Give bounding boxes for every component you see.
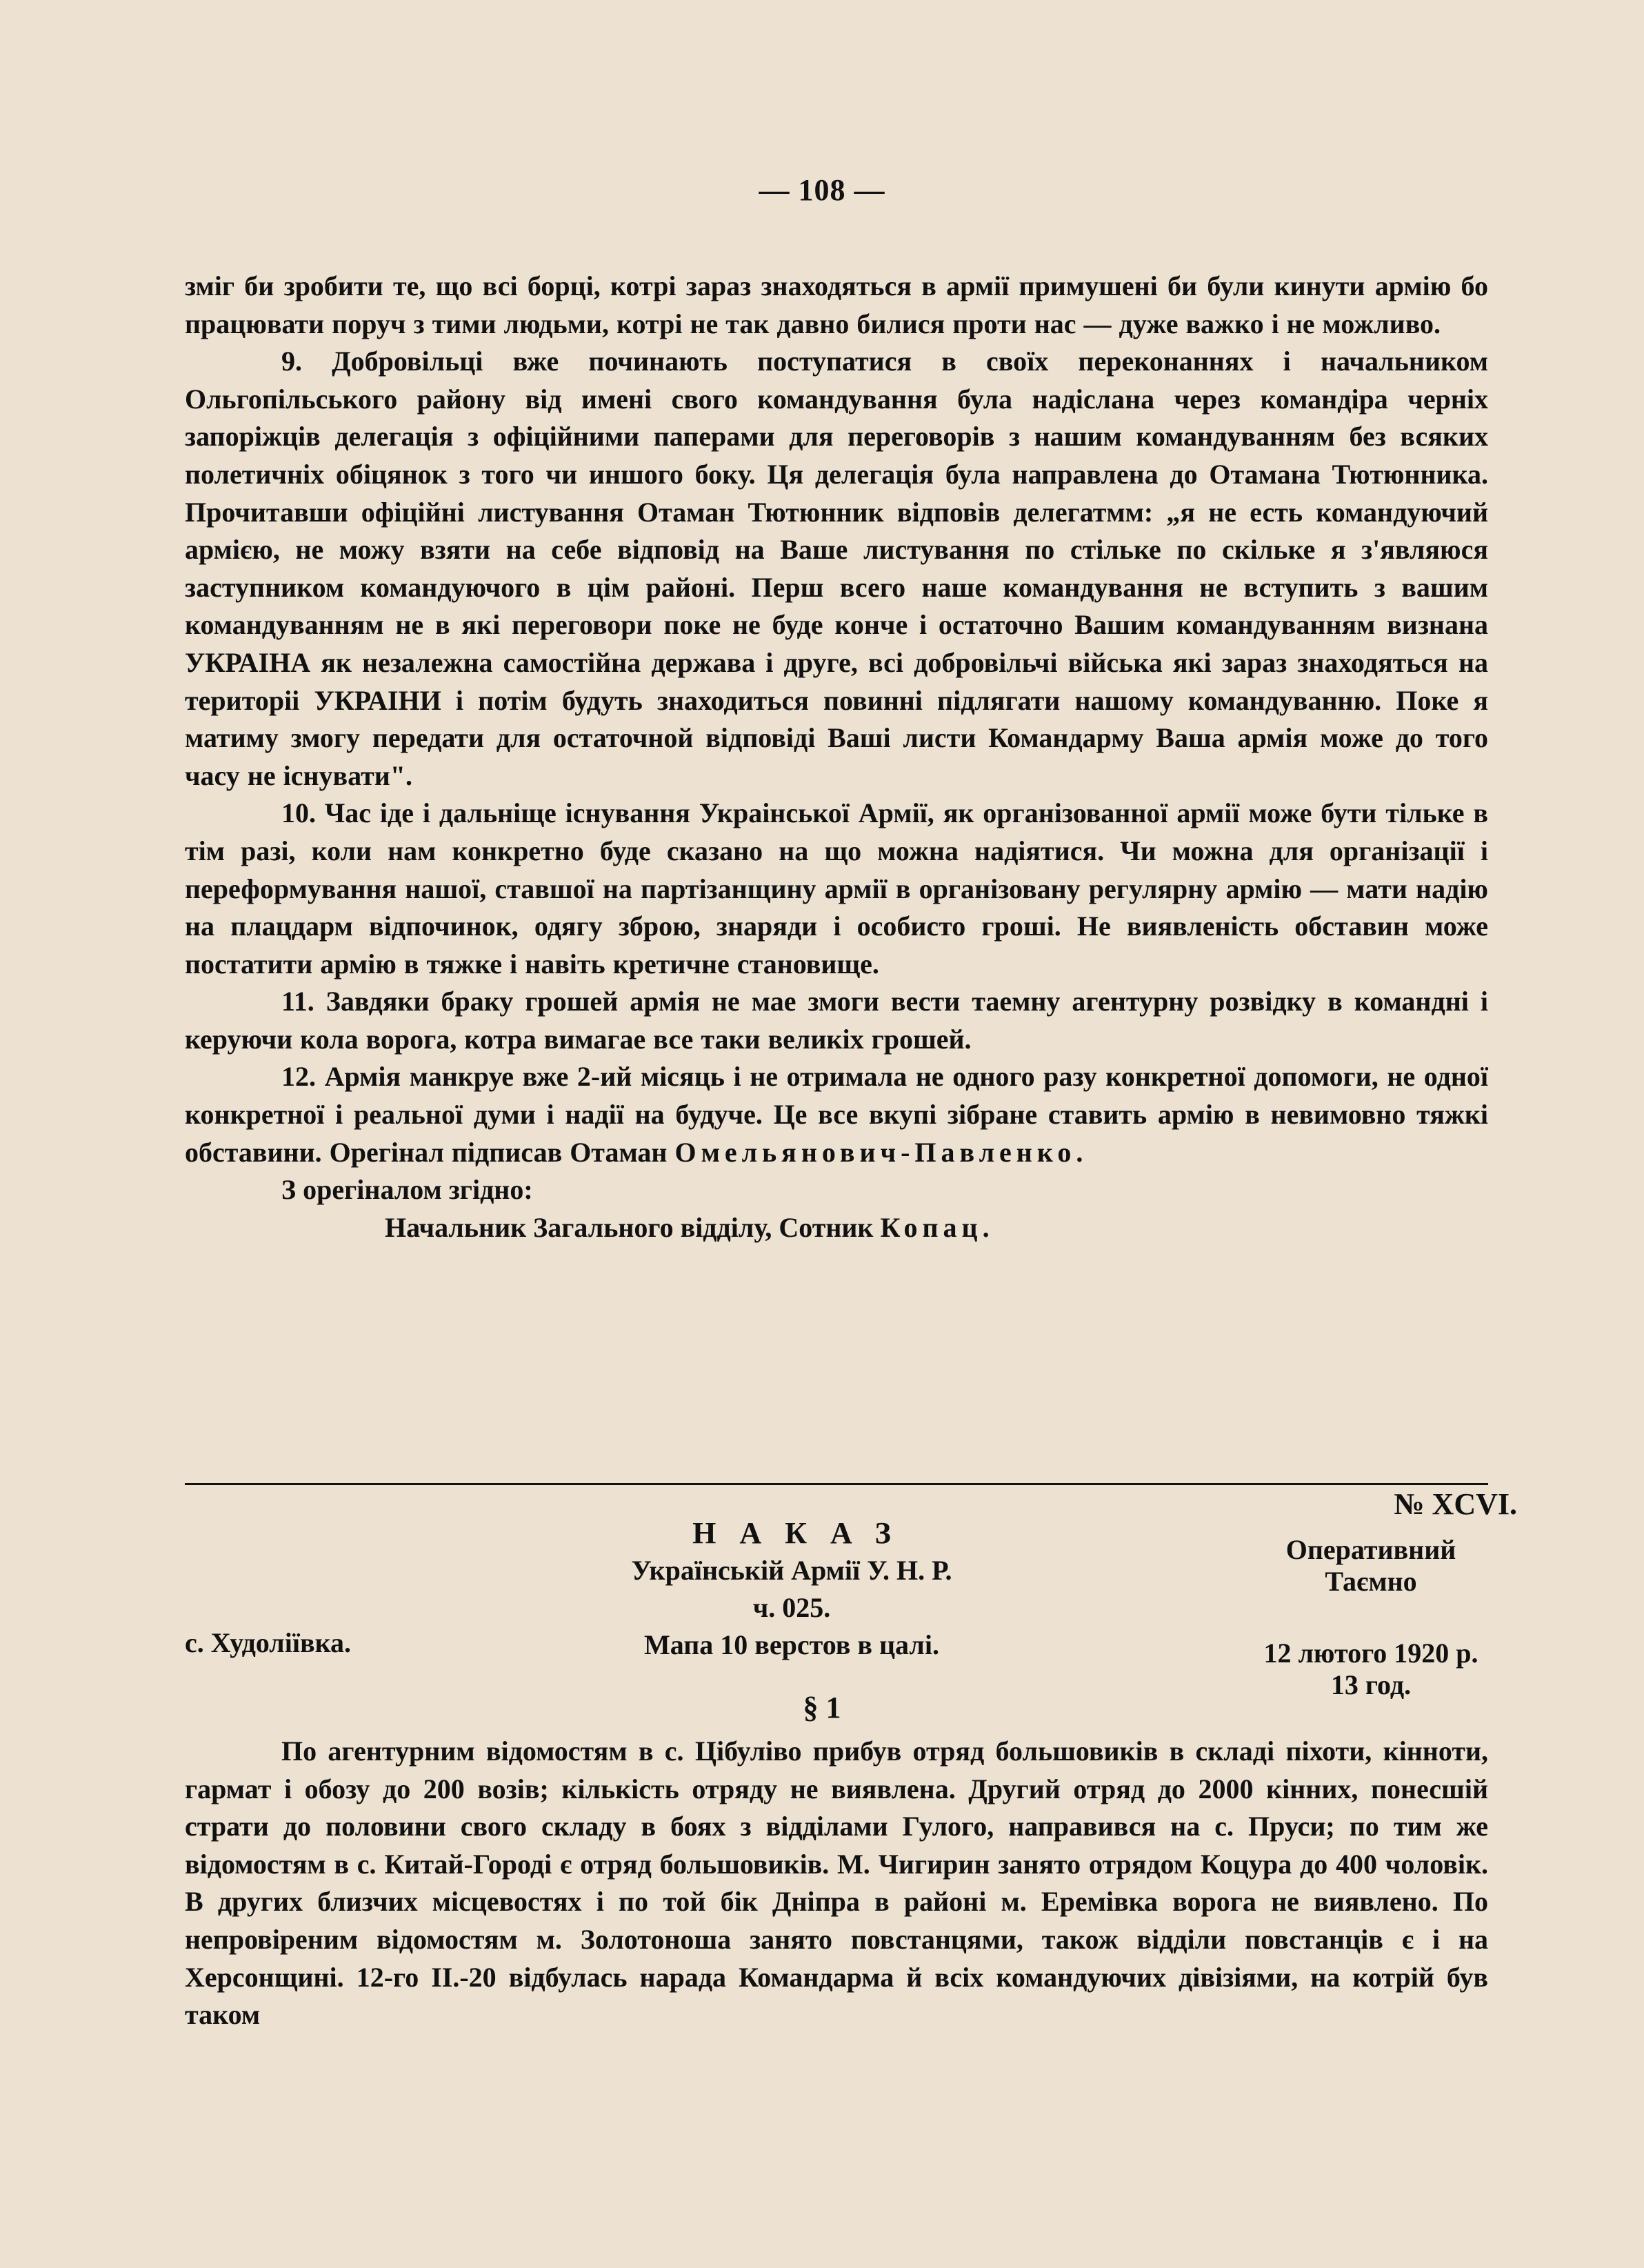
body-text-top [185,268,1488,1246]
order-meta-block [1219,1489,1523,1701]
order-map: Мапа 10 верстов в цалі. [644,1629,939,1660]
order-secrecy: Таємно [1325,1566,1417,1597]
body-text-bottom [185,1733,1488,2034]
order-army: Українській Армії У. Н. Р. [631,1555,952,1586]
order-header [185,1487,1517,1716]
order-village: с. Худоліївка. [185,1627,352,1658]
paragraph-12 [185,1058,1488,1171]
paragraph-11: 11. Завдяки браку грошей армія не мае змоги вести таемну агентурну розвідку в командні і керуючи кола ворога, котра вимагае все таки великіх грошей. [185,986,1488,1055]
paragraph-9: 9. Добровільці вже починають поступатися в своїх переконаннях і начальником Ольгопільського району від имені свого командування була надіслана через командіра черніх запоріжців делегація з офіційними паперами для переговорів з нашим командуванням без всяких полетичніх обіцянок з того чи иншого боку. Ця делегація була направлена до Отамана Тютюнника. Прочитавши офіційні листування Отаман Тютюнник відповів делегатмм: „я не есть командуючий армією, не можу взяти на себе відповід на Ваше листування по стільке по скільке я з'являюся заступником командуючого в цім районі. Перш всего наше командування не вступить з вашим командуванням не в які переговори поке не буде конче і остаточно Вашим командуванням визнана УКРАІНА як незалежна самостійна держава і друге, всі добровільчі війська які зараз знаходяться на територіі УКРАІНИ і потім будуть знаходиться повинні підлягати нашому командуванню. Поке я матиму змогу передати для остаточной відповіді Ваші листи Командарму Ваша армія може до того часу не існувати". [185,346,1488,791]
order-number: № XCVI. [1394,1487,1517,1521]
order-time: 13 год. [1330,1669,1412,1700]
page-number: — 108 — [759,173,885,207]
paragraph-continuation: зміг би зробити те, що всі борці, котрі зараз знаходяться в армії примушені би були кинути армію бо працювати поруч з тими людьми, котрі не так давно билися проти нас — дуже важко і не можливо. [185,270,1488,339]
paragraph-10: 10. Час іде і дальніще існування Украінської Армії, як організованної армії може бути тільке в тім разі, коли нам конкретно буде сказано на що можна надіятися. Чи можна для організації і переформування нашої, ставшої на партізанщину армії в організовану регулярну армію — мати надію на плацдарм відпочинок, одягу зброю, знаряди і особисто гроші. Не виявленість обставин може постатити армію в тяжке і навіть кретичне становище. [185,797,1488,979]
certifier-title: Начальник Загального відділу, Сотник [385,1211,874,1243]
section-1-paragraph: По агентурним відомостям в с. Цібуліво прибув отряд большовиків в складі піхоти, кінноти, гармат і обозу до 200 возів; кількість отряду не виявлена. Другий отряд до 2000 кінних, понесшій страти до половини свого складу в боях з відділами Гулого, направився на с. Пруси; по тим же відомостям в с. Китай-Городі є отряд большовиків. М. Чигирин занято отрядом Коцура до 400 чоловік. В других близчих місцевостях і по той бік Дніпра в районі м. Еремівка ворога не виявлено. По непровіреним відомостям м. Золотоноша занято повстанцями, також відділи повстанців є і на Херсонщині. 12-го II.-20 відбулась нарада Командарма й всіх командуючих дівізіями, на котрій був таком [185,1735,1488,2031]
order-part: ч. 025. [752,1592,831,1623]
order-title: НАКАЗ [692,1516,914,1550]
section-divider [185,1483,1488,1485]
order-type: Оперативний [1285,1534,1456,1565]
certification-line: З орегіналом згідно: [281,1174,533,1206]
certifier-line [185,1209,1488,1247]
signatory-name: Омельянович-Павленко. [674,1136,1088,1168]
order-title-block [571,1515,1012,1664]
section-heading: § 1 [803,1691,841,1724]
order-date: 12 лютого 1920 р. [1263,1638,1478,1669]
certifier-name: Копац. [880,1211,994,1243]
paragraph-12-text: 12. Армія манкруе вже 2-ий місяць і не отримала не одного разу конкретної допомоги, не одної конкретної і реальної думи і надії на будуче. Це все вкупі зібране ставить армію в невимовно тяжкі обставини. Орегінал підписав Отаман [185,1061,1488,1168]
